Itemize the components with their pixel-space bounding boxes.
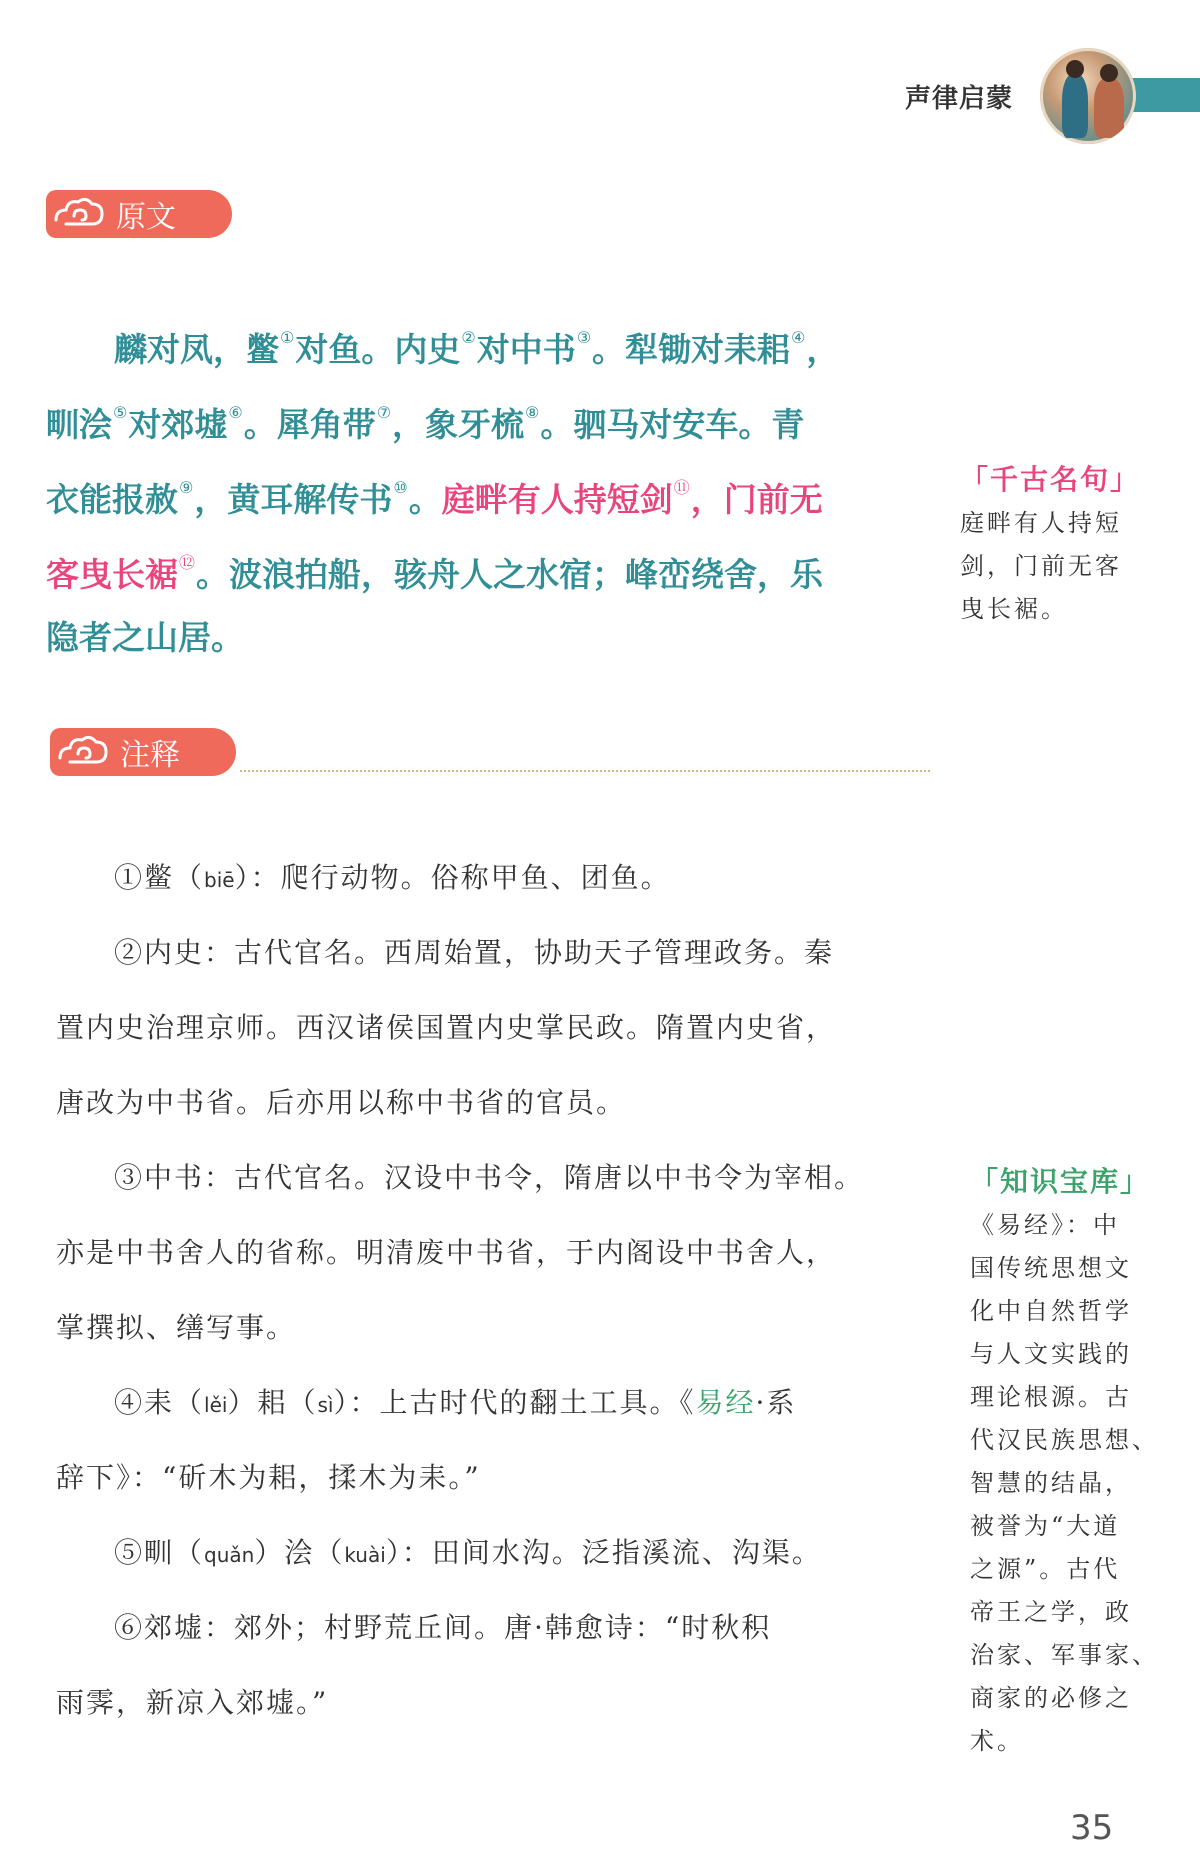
footnote-marker: ④ (791, 328, 806, 347)
note-text: ⑤甽（ (114, 1536, 205, 1569)
sidebar-line: 国传统思想文 (970, 1254, 1132, 1282)
sidebar-line: 代汉民族思想、 (970, 1426, 1159, 1454)
sidebar-line: 《易经》：中 (970, 1211, 1120, 1239)
note-line (56, 1515, 946, 1590)
pinyin: lěi (204, 1393, 228, 1417)
text-segment: ， (806, 330, 840, 369)
sidebar-line: 剑，门前无客 (960, 552, 1122, 580)
footnote-marker: ⑤ (113, 403, 128, 422)
header-illustration (1040, 48, 1136, 144)
sidebar-line: 治家、军事家、 (970, 1641, 1159, 1669)
text-segment: 麟对凤，鳖 (114, 330, 279, 369)
note-text: ）：田间水沟。泛指溪流、沟渠。 (385, 1536, 822, 1569)
highlighted-text: 客曳长裾 (46, 555, 178, 594)
footnote-marker: ⑧ (525, 403, 540, 422)
book-title: 声律启蒙 (905, 84, 1014, 114)
original-line (46, 525, 946, 600)
text-segment: 对中书 (476, 330, 576, 369)
knowledge-title: 「知识宝库」 (970, 1165, 1151, 1198)
text-segment: 对鱼。内史 (295, 330, 461, 369)
note-text: ①鳖（ (114, 861, 205, 894)
text-segment: 。驷马对安车。青 (540, 405, 805, 444)
sidebar-line: 化中自然哲学 (970, 1297, 1132, 1325)
sidebar-line: 智慧的结晶， (970, 1469, 1132, 1497)
text-segment: 甽浍 (46, 405, 112, 444)
sidebar-line: 之源”。古代 (970, 1555, 1121, 1583)
text-segment: 对郊墟 (128, 405, 228, 444)
section-original-pill (46, 190, 232, 238)
note-text: 辞下》：“斫木为耜，揉木为耒。” (56, 1461, 481, 1494)
original-line (46, 300, 946, 375)
sidebar-line: 理论根源。古 (970, 1383, 1132, 1411)
pinyin: biē (204, 868, 235, 892)
note-text: ③中书：古代官名。汉设中书令，隋唐以中书令为宰相。 (114, 1161, 865, 1194)
original-line (46, 600, 946, 675)
famous-quote-title: 「千古名句」 (960, 463, 1141, 496)
notes-list (56, 840, 946, 1740)
original-text (46, 300, 946, 675)
section-original-label: 原文 (116, 200, 176, 235)
footnote-marker: ⑦ (376, 403, 392, 422)
footnote-marker: ③ (576, 328, 592, 347)
text-segment: ，黄耳解传书 (194, 480, 393, 519)
note-text: ④耒（ (114, 1386, 205, 1419)
knowledge-body (970, 1204, 1185, 1763)
note-line (56, 1665, 946, 1740)
note-text: ）耜（ (227, 1386, 318, 1419)
note-line (56, 1590, 946, 1665)
sidebar-line: 术。 (970, 1727, 1024, 1755)
text-segment: 隐者之山居。 (46, 618, 244, 657)
sidebar-line: 与人文实践的 (970, 1340, 1132, 1368)
text-segment: 。 (408, 480, 442, 519)
sidebar-line: 庭畔有人持短 (960, 509, 1122, 537)
note-text: 雨霁，新凉入郊墟。” (56, 1686, 329, 1719)
note-text: ·系 (755, 1386, 797, 1419)
notes-divider (240, 770, 930, 772)
section-notes-label: 注释 (120, 738, 180, 773)
note-text: ）：上古时代的翻土工具。《 (333, 1386, 696, 1419)
pinyin: sì (317, 1393, 334, 1417)
highlighted-text: ，门前无 (690, 480, 823, 519)
pinyin: kuài (344, 1543, 386, 1567)
note-text: 亦是中书舍人的省称。明清废中书省，于内阁设中书舍人， (56, 1236, 837, 1269)
knowledge-box (970, 1160, 1185, 1763)
sidebar-line: 商家的必修之 (970, 1684, 1132, 1712)
text-segment: ，象牙梳 (392, 405, 525, 444)
note-text: ②内史：古代官名。西周始置，协助天子管理政务。秦 (114, 936, 835, 969)
famous-quote-box (960, 458, 1180, 631)
highlighted-text: 庭畔有人持短剑 (441, 480, 673, 519)
sidebar-line: 帝王之学，政 (970, 1598, 1132, 1626)
note-line (56, 915, 946, 990)
footnote-marker: ② (461, 328, 476, 347)
note-line (56, 1290, 946, 1365)
note-text: 唐改为中书省。后亦用以称中书省的官员。 (56, 1086, 627, 1119)
famous-quote-body (960, 502, 1180, 631)
note-line (56, 1215, 946, 1290)
footnote-marker: ⑨ (179, 478, 194, 497)
footnote-marker: ① (280, 328, 295, 347)
note-line (56, 1065, 946, 1140)
note-line (56, 1365, 946, 1440)
note-line (56, 1440, 946, 1515)
text-segment: 衣能报赦 (46, 480, 178, 519)
original-line (46, 375, 946, 450)
cloud-icon (52, 190, 108, 238)
note-line (56, 990, 946, 1065)
note-line (56, 1140, 946, 1215)
text-segment: 。犁锄对耒耜 (592, 330, 791, 369)
footnote-marker: ⑫ (179, 553, 196, 572)
cloud-icon (56, 728, 112, 776)
page-number: 35 (1070, 1808, 1114, 1848)
note-text: ⑥郊墟：郊外；村野荒丘间。唐·韩愈诗：“时秋积 (114, 1611, 772, 1644)
note-line (56, 840, 946, 915)
note-text: ）浍（ (254, 1536, 345, 1569)
text-segment: 。波浪拍船，骇舟人之水宿；峰峦绕舍，乐 (196, 555, 824, 594)
book-title-reference: 易经 (695, 1386, 756, 1419)
sidebar-line: 曳长裾。 (960, 595, 1068, 623)
footnote-marker: ⑥ (228, 403, 243, 422)
note-text: 掌撰拟、缮写事。 (56, 1311, 297, 1344)
section-notes-pill (50, 728, 236, 776)
note-text: ）：爬行动物。俗称甲鱼、团鱼。 (234, 861, 671, 894)
pinyin: quǎn (204, 1543, 255, 1567)
footnote-marker: ⑪ (673, 478, 690, 497)
footnote-marker: ⑩ (393, 478, 408, 497)
text-segment: 。犀角带 (243, 405, 376, 444)
sidebar-line: 被誉为“大道 (970, 1512, 1121, 1540)
note-text: 置内史治理京师。西汉诸侯国置内史掌民政。隋置内史省， (56, 1011, 837, 1044)
original-line (46, 450, 946, 525)
